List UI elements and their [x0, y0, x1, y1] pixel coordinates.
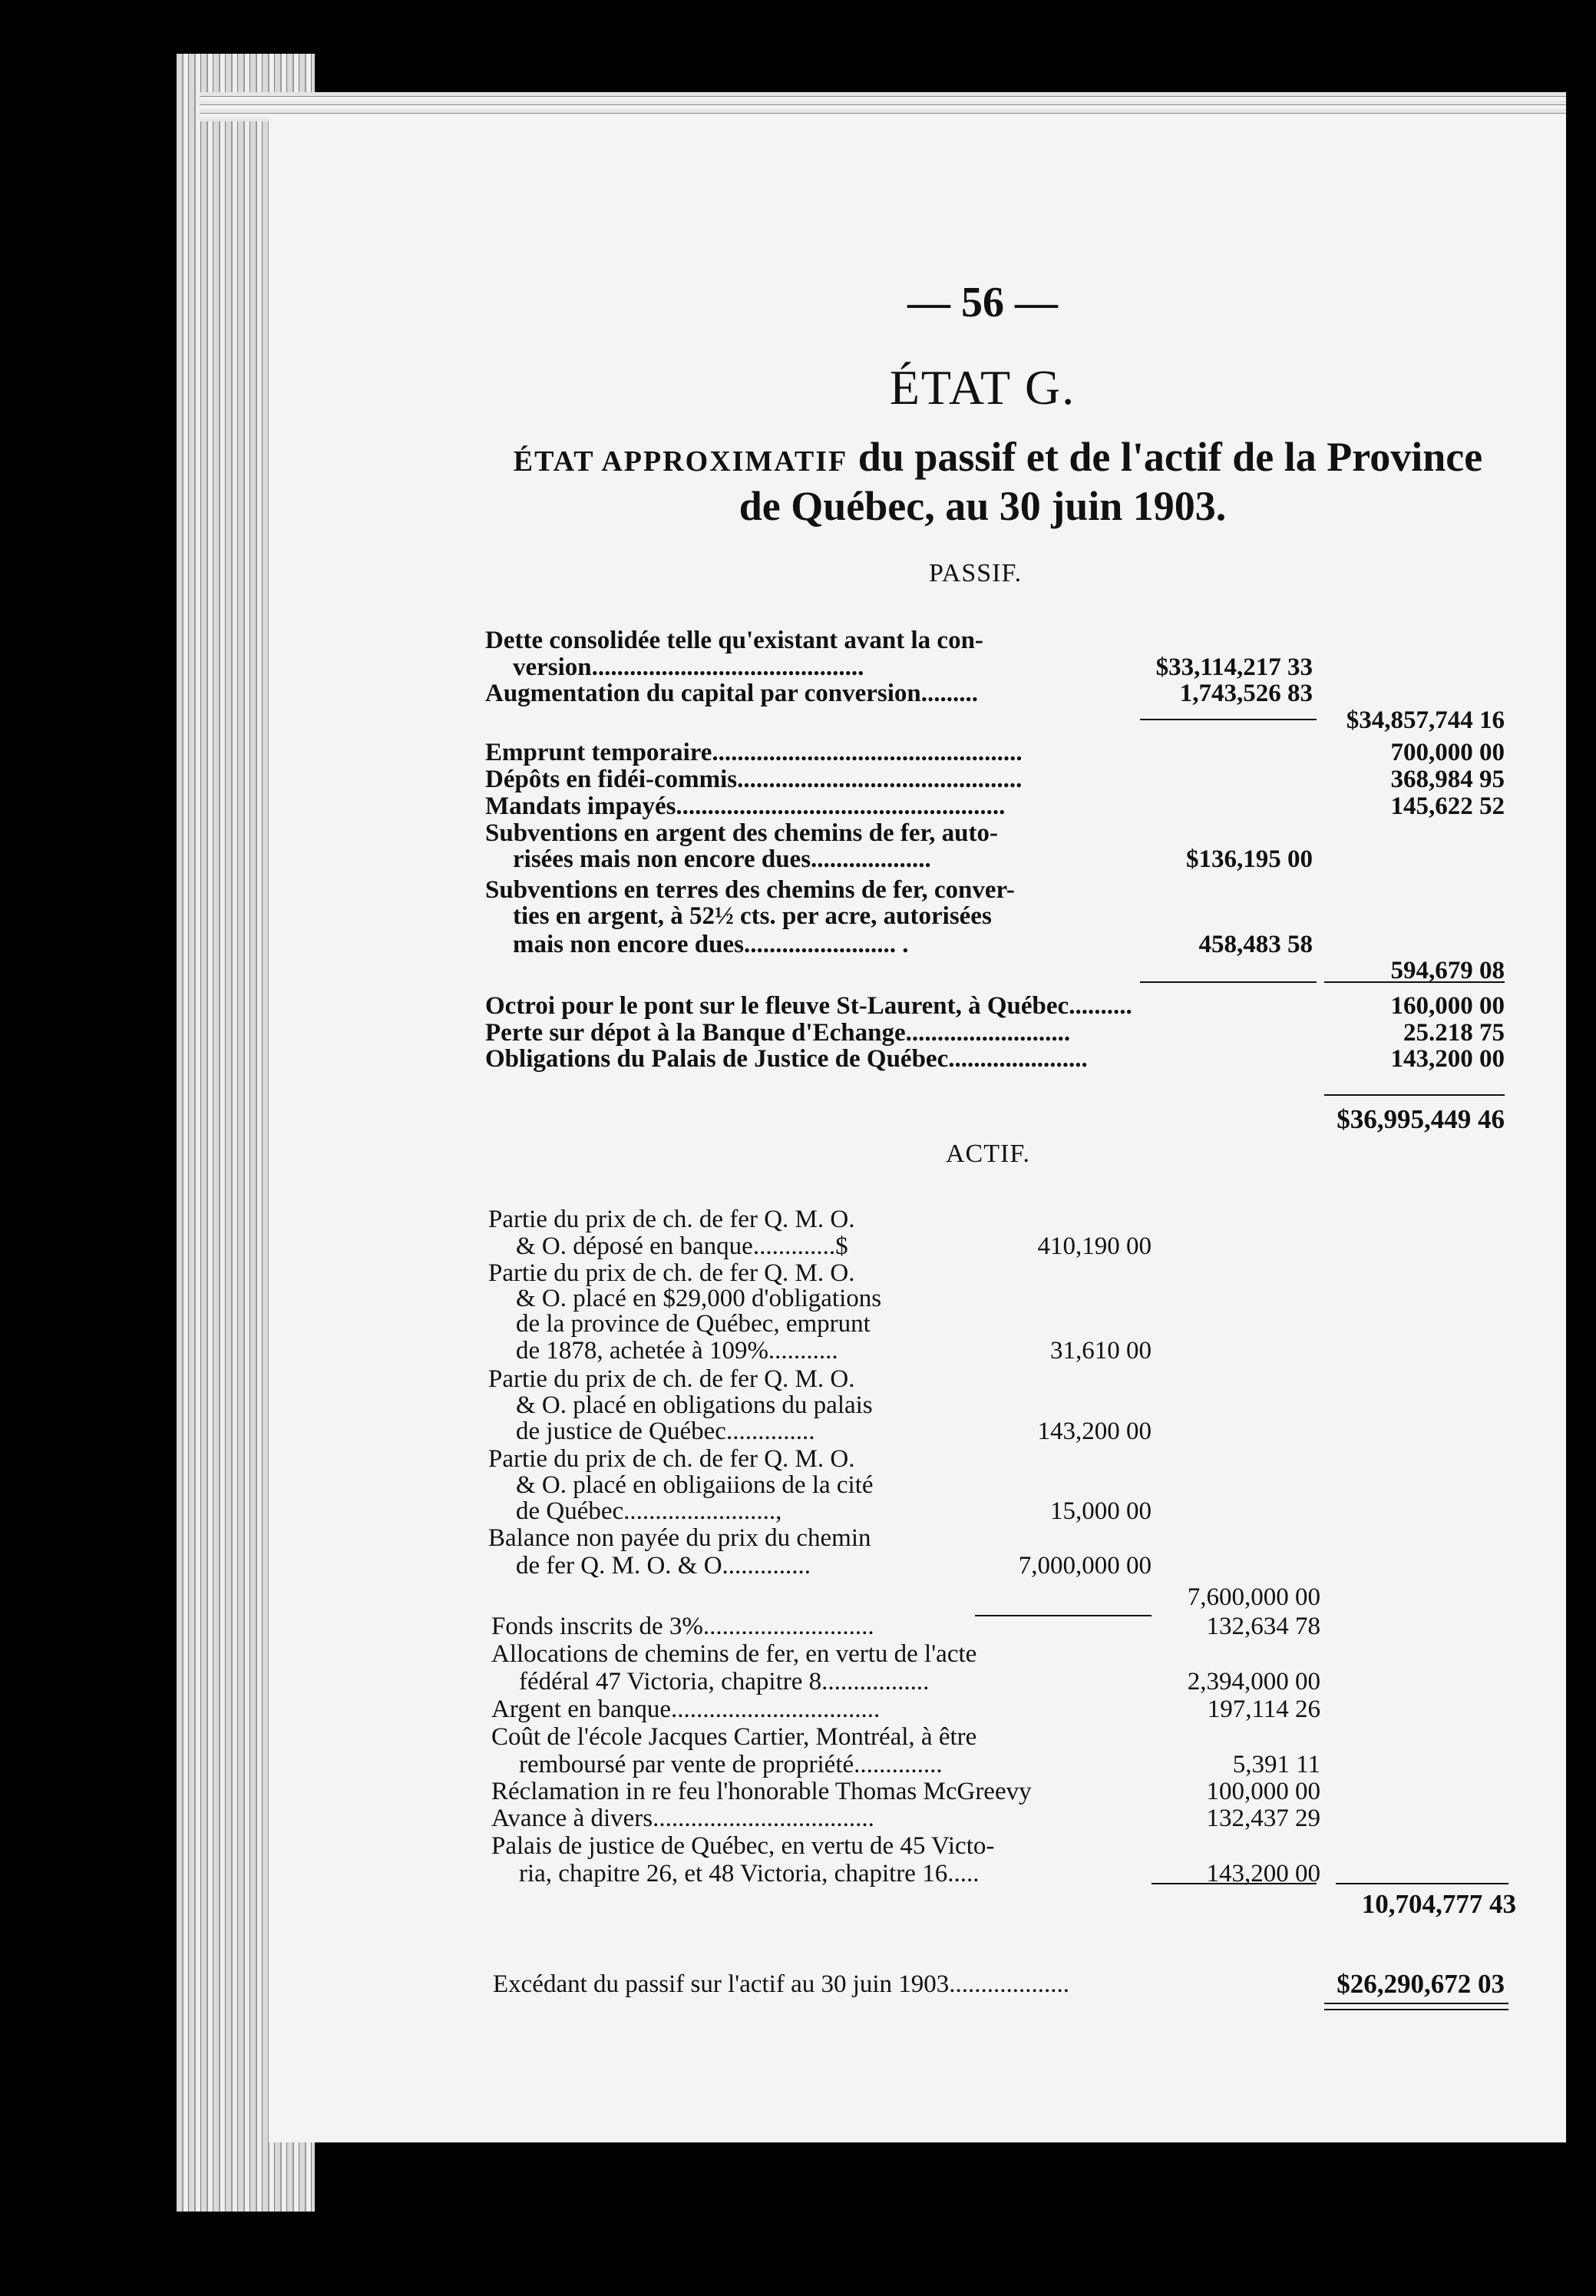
excedant-label: Excédant du passif sur l'actif au 30 juin 1903...................	[493, 1970, 1070, 1998]
actif-row-label: Partie du prix de ch. de fer Q. M. O.	[488, 1445, 855, 1473]
actif-row-label: Partie du prix de ch. de fer Q. M. O.	[488, 1206, 855, 1233]
actif-row-label: fédéral 47 Victoria, chapitre 8.................	[519, 1668, 930, 1696]
passif-row-total: 594,679 08	[1390, 957, 1505, 984]
actif-row-label: de la province de Québec, emprunt	[516, 1310, 871, 1338]
title-line-1	[476, 433, 1520, 481]
passif-row-label: Perte sur dépot à la Banque d'Echange..........................	[485, 1019, 1071, 1047]
title-line-2: de Québec, au 30 juin 1903.	[739, 483, 1227, 529]
actif-row-total: 10,704,777 43	[1361, 1889, 1516, 1919]
actif-row-subtotal: 132,634 78	[1206, 1613, 1320, 1640]
actif-row-subtotal: 7,600,000 00	[1187, 1583, 1320, 1611]
passif-row-label: Subventions en terres des chemins de fer, conver-	[485, 876, 1015, 904]
actif-row-label: Partie du prix de ch. de fer Q. M. O.	[488, 1365, 855, 1393]
passif-row-label: Emprunt temporaire.................................................	[485, 739, 1023, 766]
actif-row-amount: 7,000,000 00	[1018, 1552, 1152, 1580]
passif-row-label: Augmentation du capital par conversion.........	[485, 680, 979, 707]
actif-row-subtotal: 143,200 00	[1206, 1860, 1320, 1887]
actif-row-subtotal: 132,437 29	[1206, 1805, 1320, 1832]
passif-row-amount: $136,195 00	[1186, 845, 1313, 873]
passif-row-label: risées mais non encore dues...................	[513, 845, 931, 873]
actif-row-label: & O. placé en obligaiions de la cité	[516, 1471, 874, 1499]
actif-subtotal-rule	[1336, 1883, 1508, 1884]
passif-subtotal-rule	[1140, 981, 1317, 983]
excedant-value: $26,290,672 03	[1337, 1969, 1505, 1999]
passif-header: PASSIF.	[929, 559, 1023, 587]
passif-row-total: $34,857,744 16	[1346, 706, 1505, 734]
actif-row-subtotal: 2,394,000 00	[1187, 1668, 1320, 1696]
excedant-underline-2	[1324, 2009, 1508, 2010]
passif-subtotal-rule	[1324, 981, 1505, 983]
actif-row-label: Argent en banque.................................	[491, 1696, 881, 1723]
actif-row-label: Coût de l'école Jacques Cartier, Montréal, à être	[491, 1723, 977, 1751]
passif-row-label: Subventions en argent des chemins de fer, auto-	[485, 819, 998, 847]
actif-row-label: remboursé par vente de propriété..............	[519, 1751, 943, 1778]
actif-row-amount: 410,190 00	[1037, 1232, 1152, 1260]
passif-row-label: version...........................................	[513, 653, 864, 681]
page-number: — 56 —	[907, 279, 1058, 326]
passif-row-total: 160,000 00	[1390, 992, 1505, 1020]
actif-row-label: de justice de Québec..............	[516, 1418, 815, 1445]
passif-total: $36,995,449 46	[1337, 1104, 1505, 1134]
passif-row-label: Mandats impayés....................................................	[485, 792, 1006, 820]
actif-row-label: de 1878, achetée à 109%...........	[516, 1337, 838, 1365]
passif-row-label: Obligations du Palais de Justice de Québec......................	[485, 1045, 1088, 1073]
actif-row-amount: 143,200 00	[1037, 1418, 1152, 1445]
title-small-caps: ÉTAT APPROXIMATIF	[513, 445, 848, 478]
actif-row-label: de fer Q. M. O. & O..............	[516, 1552, 811, 1580]
actif-row-amount: 15,000 00	[1050, 1497, 1152, 1525]
actif-row-label: Balance non payée du prix du chemin	[488, 1524, 871, 1552]
actif-row-label: Fonds inscrits de 3%...........................	[491, 1613, 874, 1640]
passif-row-label: Octroi pour le pont sur le fleuve St-Laurent, à Québec..........	[485, 992, 1132, 1020]
actif-subtotal-rule	[1152, 1883, 1317, 1884]
actif-row-label: Réclamation in re feu l'honorable Thomas McGreevy	[491, 1778, 1032, 1805]
title-rest: du passif et de l'actif de la Province	[848, 434, 1483, 480]
passif-row-total: 25.218 75	[1403, 1019, 1505, 1047]
actif-row-subtotal: 197,114 26	[1207, 1696, 1320, 1723]
passif-row-label: mais non encore dues........................ .	[513, 931, 909, 958]
actif-row-subtotal: 100,000 00	[1206, 1778, 1320, 1805]
statement-heading: ÉTAT G.	[889, 360, 1076, 415]
actif-row-label: & O. placé en obligations du palais	[516, 1391, 873, 1419]
actif-row-label: & O. placé en $29,000 d'obligations	[516, 1285, 882, 1312]
passif-row-total: 368,984 95	[1390, 766, 1505, 793]
passif-row-label: Dépôts en fidéi-commis.............................................	[485, 766, 1023, 793]
actif-row-label: Palais de justice de Québec, en vertu de 45 Victo-	[491, 1832, 995, 1860]
passif-total-rule	[1324, 1094, 1505, 1096]
actif-row-label: Partie du prix de ch. de fer Q. M. O.	[488, 1259, 855, 1287]
actif-row-label: ria, chapitre 26, et 48 Victoria, chapitre 16.....	[519, 1860, 980, 1887]
excedant-underline-1	[1324, 2003, 1508, 2004]
actif-row-label: de Québec........................,	[516, 1497, 782, 1525]
passif-subtotal-rule	[1140, 719, 1317, 720]
actif-row-subtotal: 5,391 11	[1232, 1751, 1320, 1778]
actif-row-amount: 31,610 00	[1050, 1337, 1152, 1365]
passif-row-amount: 1,743,526 83	[1179, 680, 1313, 707]
actif-row-label: Allocations de chemins de fer, en vertu de l'acte	[491, 1640, 977, 1668]
actif-row-label: & O. déposé en banque.............$	[516, 1232, 848, 1260]
passif-row-total: 143,200 00	[1390, 1045, 1505, 1073]
passif-row-total: 700,000 00	[1390, 739, 1505, 766]
actif-subtotal-rule	[975, 1615, 1152, 1616]
passif-row-amount: $33,114,217 33	[1155, 653, 1313, 681]
passif-row-label: ties en argent, à 52½ cts. per acre, autorisées	[513, 902, 992, 930]
actif-row-label: Avance à divers...................................	[491, 1805, 874, 1832]
passif-row-label: Dette consolidée telle qu'existant avant la con-	[485, 627, 983, 654]
actif-header: ACTIF.	[946, 1140, 1031, 1168]
passif-row-total: 145,622 52	[1390, 792, 1505, 820]
passif-row-amount: 458,483 58	[1198, 931, 1313, 958]
